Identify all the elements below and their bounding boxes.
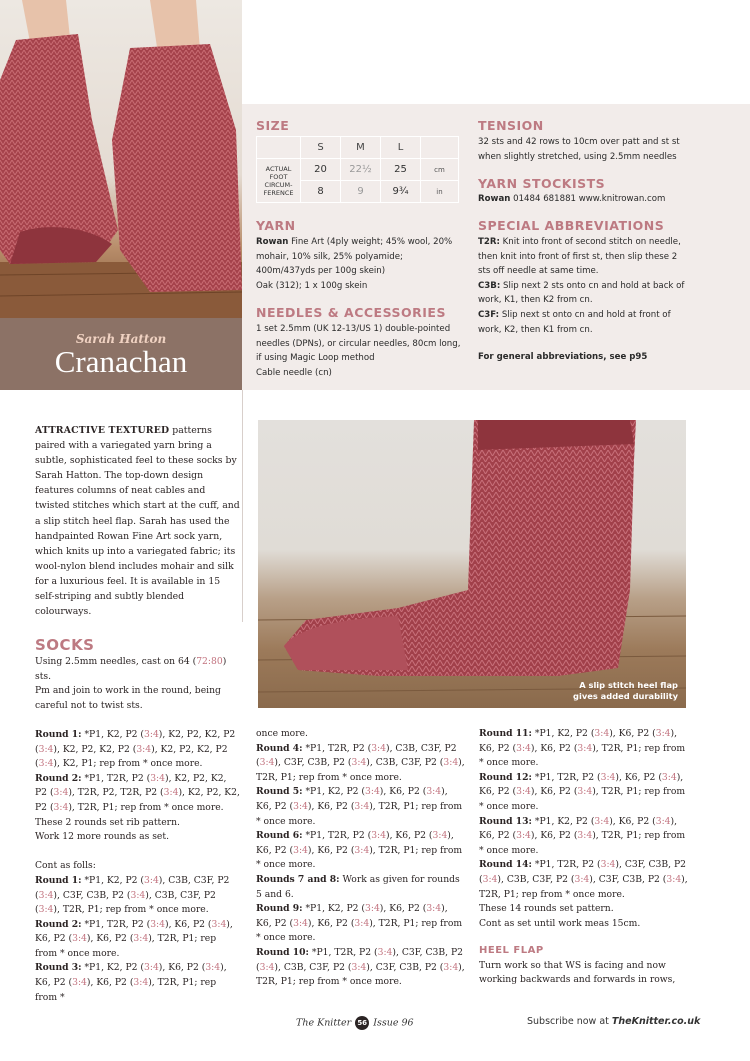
pattern-round-9: Round 9: *P1, K2, P2 (3:4), K6, P2 (3:4), K6, P2 (3:4), K6, P2 (3:4), T2R, P1; rep from * once more. [256, 903, 463, 944]
cast-on-instructions: Using 2.5mm needles, cast on 64 (72:80) sts. [35, 656, 227, 682]
footer-magazine [296, 1016, 414, 1030]
intro-text: patterns paired with a variegated yarn bring a subtle, sophisticated feel to these socks by Sarah Hatton. The top-down design features columns of neat cables and twisted stitches which start at the cuff, and a slip stitch heel flap. Sarah has used the handpainted Rowan Fine Art sock yarn, which knits up into a variegated fabric; its wool-nylon blend includes mohair and silk for a luxurious feel. It is available in 15 self-striping and subtly blended colourways. [35, 425, 240, 618]
size-cm-unit: cm [421, 159, 459, 181]
socks-col-1 [35, 655, 240, 1005]
size-cm-l: 25 [381, 159, 421, 181]
pattern-continue-note: Cont as set until work meas 15cm. [479, 917, 641, 929]
size-col-s: S [301, 137, 341, 159]
column-divider [242, 390, 243, 622]
pattern-round-12: Round 12: *P1, T2R, P2 (3:4), K6, P2 (3:4), K6, P2 (3:4), K6, P2 (3:4), T2R, P1; rep from * once more. [479, 771, 686, 812]
abbreviations-heading: SPECIAL ABBREVIATIONS [478, 218, 665, 233]
subscribe-link[interactable]: TheKnitter.co.uk [611, 1016, 701, 1027]
yarn-heading: YARN [256, 218, 296, 233]
heel-flap-heading: HEEL FLAP [479, 944, 544, 956]
intro-paragraph [35, 423, 240, 619]
pattern-round-13: Round 13: *P1, K2, P2 (3:4), K6, P2 (3:4), K6, P2 (3:4), K6, P2 (3:4), T2R, P1; rep from * once more. [479, 815, 686, 856]
top-sock-illustration [0, 0, 242, 318]
continue-label: Cont as folls: [35, 860, 96, 872]
size-in-unit: in [421, 181, 459, 203]
stockists-heading: YARN STOCKISTS [478, 176, 606, 191]
size-cm-m: 22½ [341, 159, 381, 181]
pattern-set-note: These 14 rounds set pattern. [479, 903, 614, 915]
pattern-round-3-cont: once more. [256, 728, 308, 739]
sock-closeup-illustration [258, 420, 686, 708]
rib-round-1: Round 1: *P1, K2, P2 (3:4), K2, P2, K2, P2 (3:4), K2, P2, K2, P2 (3:4), K2, P2, K2, P2 (3:4), K2, P1; rep from * once more. [35, 728, 236, 770]
stockists-brand: Rowan [478, 194, 511, 204]
pattern-round-3: Round 3: *P1, K2, P2 (3:4), K6, P2 (3:4), K6, P2 (3:4), K6, P2 (3:4), T2R, P1; rep from * [35, 962, 227, 1003]
size-heading: SIZE [256, 118, 290, 133]
pattern-round-4: Round 4: *P1, T2R, P2 (3:4), C3B, C3F, P2 (3:4), C3F, C3B, P2 (3:4), C3B, C3F, P2 (3:4), T2R, P1; rep from * once more. [256, 742, 465, 783]
size-in-l: 9¾ [381, 181, 421, 203]
size-cm-s: 20 [301, 159, 341, 181]
sock-closeup-photo [258, 420, 686, 708]
socks-col-3 [479, 727, 691, 988]
abbreviation-c3f: C3F: Slip next st onto cn and hold at front of work, K2, then K1 from cn. [478, 309, 671, 335]
pattern-info-panel [242, 104, 750, 390]
needles-text [256, 322, 462, 380]
stockists-contact: 01484 681881 www.knitrowan.com [513, 194, 666, 204]
general-abbreviations-note: For general abbreviations, see p95 [478, 352, 648, 362]
tension-text: 32 sts and 42 rows to 10cm over patt and st st when slightly stretched, using 2.5mm needles [478, 137, 680, 162]
size-table [256, 136, 459, 203]
issue-number: Issue 96 [373, 1017, 414, 1029]
pattern-round-1: Round 1: *P1, K2, P2 (3:4), C3B, C3F, P2 (3:4), C3F, C3B, P2 (3:4), C3B, C3F, P2 (3:4), T2R, P1; rep from * once more. [35, 874, 230, 916]
socks-heading: SOCKS [35, 636, 95, 654]
rib-round-2: Round 2: *P1, T2R, P2 (3:4), K2, P2, K2, P2 (3:4), T2R, P2, T2R, P2 (3:4), K2, P2, K2, P2 (3:4), T2R, P1; rep from * once more. [35, 772, 240, 813]
pattern-round-6: Round 6: *P1, T2R, P2 (3:4), K6, P2 (3:4), K6, P2 (3:4), K6, P2 (3:4), T2R, P1; rep from * once more. [256, 830, 463, 871]
top-sock-photo [0, 0, 242, 318]
size-in-m: 9 [341, 181, 381, 203]
footer-subscribe [527, 1016, 700, 1027]
needles-heading: NEEDLES & ACCESSORIES [256, 305, 446, 320]
size-col-m: M [341, 137, 381, 159]
subscribe-prefix: Subscribe now at [527, 1016, 609, 1027]
yarn-shade: Oak (312); 1 x 100g skein [256, 280, 368, 291]
tension-heading: TENSION [478, 118, 544, 133]
yarn-details: Fine Art (4ply weight; 45% wool, 20% mohair, 10% silk, 25% polyamide; 400m/437yds per 100g skein) [256, 237, 453, 277]
yarn-brand: Rowan [256, 237, 289, 247]
abbreviation-c3b: C3B: Slip next 2 sts onto cn and hold at back of work, K1, then K2 from cn. [478, 280, 685, 306]
caption-line-2: gives added durability [573, 691, 678, 701]
size-col-l: L [381, 137, 421, 159]
caption-line-1: A slip stitch heel flap [579, 680, 678, 690]
needles-details: 1 set 2.5mm (UK 12-13/US 1) double-pointed needles (DPNs), or circular needles, 80cm long, if using Magic Loop method [256, 324, 461, 364]
pattern-round-10: Round 10: *P1, T2R, P2 (3:4), C3F, C3B, P2 (3:4), C3B, C3F, P2 (3:4), C3F, C3B, P2 (3:4), T2R, P1; rep from * once more. [256, 946, 465, 988]
yarn-text [256, 235, 462, 293]
needles-extra: Cable needle (cn) [256, 367, 332, 378]
abbreviation-t2r: T2R: Knit into front of second stitch on needle, then knit into front of first st, then slip these 2 sts off needle at same time. [478, 237, 681, 277]
magazine-name: The Knitter [296, 1017, 352, 1029]
author-name: Sarah Hatton [75, 332, 167, 346]
size-in-s: 8 [301, 181, 341, 203]
abbreviations-list [478, 235, 690, 337]
title-band [0, 318, 242, 390]
heel-flap-text: Turn work so that WS is facing and now working backwards and forwards in rows, [479, 959, 676, 986]
stockists-text [478, 192, 690, 207]
socks-col-2 [256, 727, 465, 990]
rib-set-note: These 2 rounds set rib pattern. [35, 816, 180, 828]
size-row-label: ACTUAL FOOT CIRCUM- FERENCE [257, 159, 301, 203]
pattern-title: Cranachan [54, 344, 188, 379]
pattern-round-2: Round 2: *P1, T2R, P2 (3:4), K6, P2 (3:4), K6, P2 (3:4), K6, P2 (3:4), T2R, P1; rep from * once more. [35, 918, 233, 959]
photo-caption [573, 680, 678, 702]
join-instructions: Pm and join to work in the round, being careful not to twist sts. [35, 685, 221, 711]
pattern-round-11: Round 11: *P1, K2, P2 (3:4), K6, P2 (3:4), K6, P2 (3:4), K6, P2 (3:4), T2R, P1; rep from * once more. [479, 728, 686, 769]
pattern-round-5: Round 5: *P1, K2, P2 (3:4), K6, P2 (3:4), K6, P2 (3:4), K6, P2 (3:4), T2R, P1; rep from * once more. [256, 786, 463, 827]
pattern-rounds-7-8: Rounds 7 and 8: Work as given for rounds 5 and 6. [256, 873, 460, 900]
rib-more-note: Work 12 more rounds as set. [35, 831, 169, 843]
page-number: 56 [355, 1016, 369, 1030]
pattern-round-14: Round 14: *P1, T2R, P2 (3:4), C3F, C3B, P2 (3:4), C3B, C3F, P2 (3:4), C3F, C3B, P2 (3:4), T2R, P1; rep from * once more. [479, 859, 688, 900]
intro-lead: ATTRACTIVE TEXTURED [35, 425, 170, 436]
